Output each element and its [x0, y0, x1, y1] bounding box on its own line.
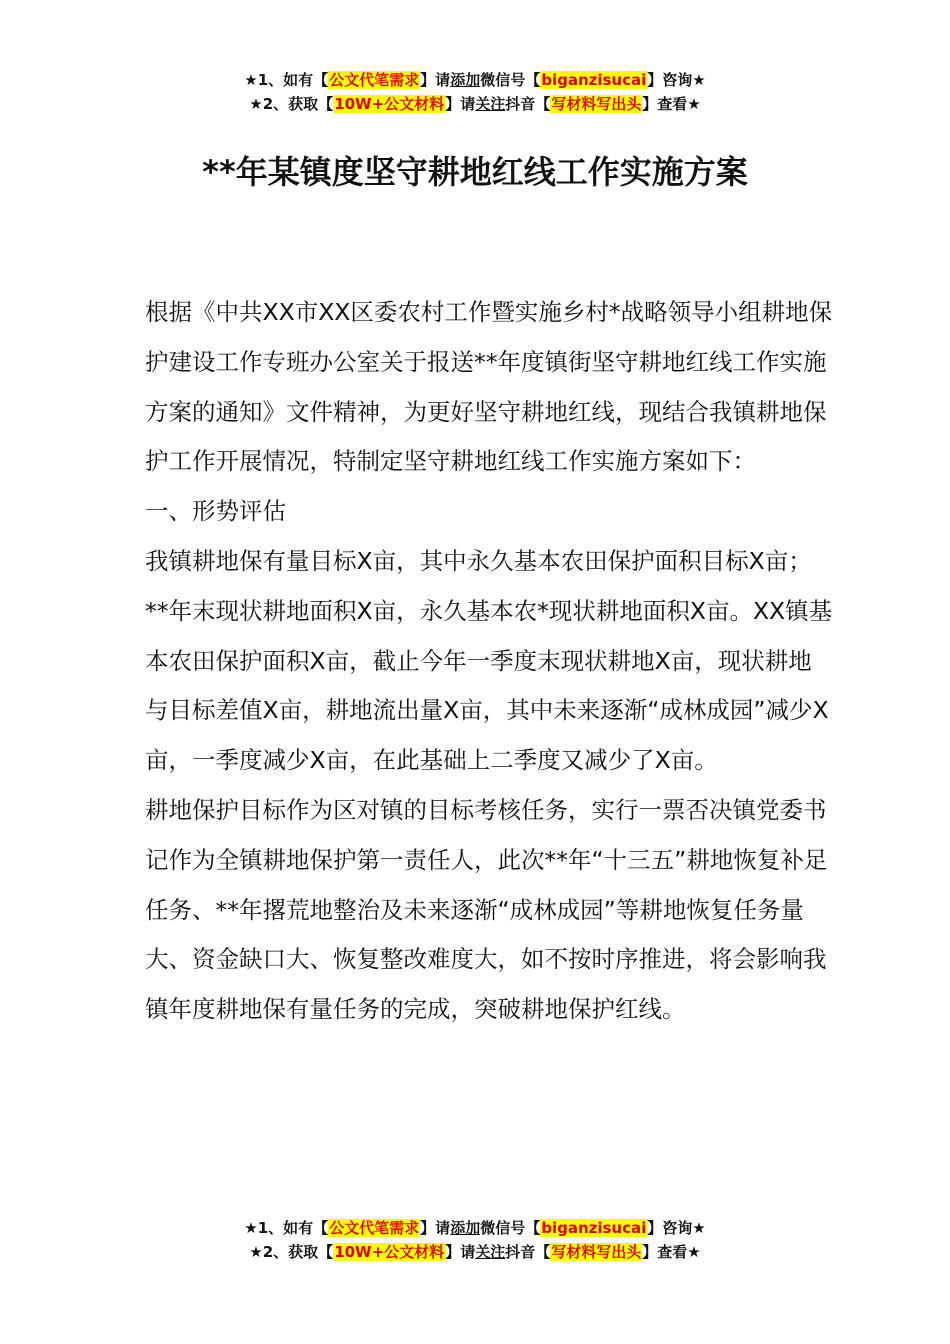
promo-underlined: 添加 [450, 1219, 481, 1237]
document-body [145, 288, 835, 1035]
promo-text: ★1、如有【 [244, 1219, 329, 1237]
promo-text: ★2、获取【 [249, 1243, 334, 1261]
promo-highlight: 写材料写出头 [551, 95, 642, 113]
footer-promo-banner [0, 1216, 950, 1264]
promo-text: 】咨询★ [647, 71, 706, 89]
promo-text: 微信号【 [480, 71, 541, 89]
promo-line-2 [0, 92, 950, 116]
body-paragraph: 根据《中共XX市XX区委农村工作暨实施乡村*战略领导小组耕地保护建设工作专班办公室关于报送**年度镇街坚守耕地红线工作实施方案的通知》文件精神，为更好坚守耕地红线，现结合我镇耕地保护工作开展情况，特制定坚守耕地红线工作实施方案如下： [145, 298, 833, 476]
promo-text: 】请 [445, 1243, 476, 1261]
section-heading: 一、形势评估 [145, 497, 286, 526]
promo-text: ★2、获取【 [249, 95, 334, 113]
promo-underlined: 关注 [475, 95, 506, 113]
document-title: **年某镇度坚守耕地红线工作实施方案 [202, 153, 748, 191]
promo-highlight: biganzisucai [541, 1219, 647, 1237]
promo-underlined: 添加 [450, 71, 481, 89]
promo-text: 】请 [445, 95, 476, 113]
promo-text: 】请 [420, 71, 451, 89]
promo-text: 抖音【 [505, 95, 551, 113]
header-promo-banner [0, 68, 950, 116]
promo-highlight: 写材料写出头 [551, 1243, 642, 1261]
promo-highlight: biganzisucai [541, 71, 647, 89]
promo-highlight: 公文代笔需求 [329, 1219, 420, 1237]
promo-text: 抖音【 [505, 1243, 551, 1261]
body-paragraph: 我镇耕地保有量目标X亩，其中永久基本农田保护面积目标X亩；**年末现状耕地面积X亩，永久基本农*现状耕地面积X亩。XX镇基本农田保护面积X亩，截止今年一季度末现状耕地X亩，现状耕地与目标差值X亩，耕地流出量X亩，其中未来逐渐“成林成园”减少X亩，一季度减少X亩，在此基础上二季度又减少了X亩。 [145, 546, 833, 775]
promo-highlight: 10W+公文材料 [334, 95, 445, 113]
promo-underlined: 关注 [475, 1243, 506, 1261]
body-paragraph: 耕地保护目标作为区对镇的目标考核任务，实行一票否决镇党委书记作为全镇耕地保护第一责任人，此次**年“十三五”耕地恢复补足任务、**年撂荒地整治及未来逐渐“成林成园”等耕地恢复任务量大、资金缺口大、恢复整改难度大，如不按时序推进，将会影响我镇年度耕地保有量任务的完成，突破耕地保护红线。 [145, 795, 828, 1024]
promo-line-1 [0, 68, 950, 92]
promo-line-2 [0, 1240, 950, 1264]
promo-text: 】请 [420, 1219, 451, 1237]
promo-highlight: 公文代笔需求 [329, 71, 420, 89]
promo-text: ★1、如有【 [244, 71, 329, 89]
promo-text: 】咨询★ [647, 1219, 706, 1237]
promo-text: 】查看★ [642, 1243, 701, 1261]
promo-line-1 [0, 1216, 950, 1240]
promo-text: 】查看★ [642, 95, 701, 113]
promo-text: 微信号【 [480, 1219, 541, 1237]
promo-highlight: 10W+公文材料 [334, 1243, 445, 1261]
